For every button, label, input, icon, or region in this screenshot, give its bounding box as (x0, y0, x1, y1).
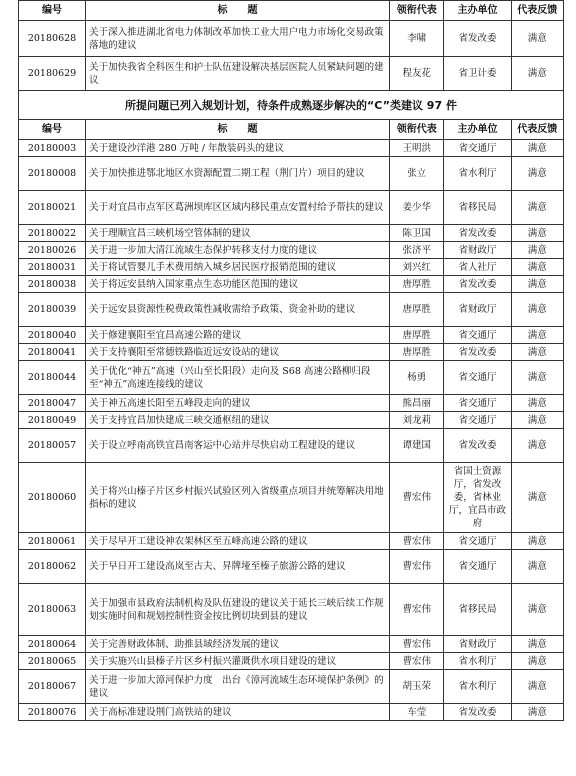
table-row (19, 704, 564, 721)
cell-representative: 熊昌丽 (390, 395, 444, 412)
cell-title: 关于设立呼南高铁宜昌南客运中心站并尽快启动工程建设的建议 (86, 429, 390, 463)
table-row (19, 293, 564, 327)
table-row (19, 412, 564, 429)
cell-representative: 刘龙莉 (390, 412, 444, 429)
cell-title: 关于进一步加大清江流域生态保护转移支付力度的建议 (86, 242, 390, 259)
cell-title: 关于加快我省全科医生和护士队伍建设解决基层医院人员紧缺问题的建议 (86, 57, 390, 91)
cell-title: 关于加快推进鄂北地区水资源配置二期工程（荆门片）项目的建议 (86, 157, 390, 191)
cell-feedback: 满意 (511, 704, 563, 721)
table-row (19, 242, 564, 259)
cell-host-unit: 省移民局 (444, 191, 511, 225)
cell-host-unit: 省交通厅 (444, 550, 511, 584)
cell-title: 关于实施兴山县榛子片区乡村振兴灌溉供水项目建设的建议 (86, 653, 390, 670)
cell-host-unit: 省交通厅 (444, 533, 511, 550)
cell-representative: 唐厚胜 (390, 344, 444, 361)
cell-representative: 车莹 (390, 704, 444, 721)
table-body (19, 1, 564, 721)
cell-title: 关于将试管婴儿手术费用纳入城乡居民医疗报销范围的建议 (86, 259, 390, 276)
cell-number: 20180026 (19, 242, 86, 259)
table-row (19, 140, 564, 157)
table-row (19, 327, 564, 344)
cell-feedback: 满意 (511, 361, 563, 395)
cell-host-unit: 省发改委 (444, 704, 511, 721)
cell-feedback: 满意 (511, 259, 563, 276)
cell-host-unit: 省发改委 (444, 21, 511, 57)
header-row-top (19, 1, 564, 21)
table-row (19, 463, 564, 533)
cell-host-unit: 省财政厅 (444, 242, 511, 259)
cell-host-unit: 省水利厅 (444, 670, 511, 704)
cell-representative: 张立 (390, 157, 444, 191)
cell-host-unit: 省交通厅 (444, 327, 511, 344)
cell-title: 关于加强市县政府法制机构及队伍建设的建议关于延长三峡后续工作规划实施时间和规划控制性资金按比例切块到县的建议 (86, 584, 390, 636)
table-row (19, 191, 564, 225)
header-representative: 领衔代表 (390, 1, 444, 21)
cell-host-unit: 省卫计委 (444, 57, 511, 91)
table-row (19, 361, 564, 395)
table-row (19, 344, 564, 361)
cell-number: 20180049 (19, 412, 86, 429)
cell-number: 20180041 (19, 344, 86, 361)
cell-number: 20180044 (19, 361, 86, 395)
table-row (19, 429, 564, 463)
cell-title: 关于对宜昌市点军区葛洲坝库区区域内移民重点安置村给予帮扶的建议 (86, 191, 390, 225)
table-row (19, 533, 564, 550)
cell-title: 关于理顺宜昌三峡机场空管体制的建议 (86, 225, 390, 242)
cell-number: 20180064 (19, 636, 86, 653)
header-feedback: 代表反馈 (511, 120, 563, 140)
cell-feedback: 满意 (511, 293, 563, 327)
cell-title: 关于将远安县纳入国家重点生态功能区范围的建议 (86, 276, 390, 293)
cell-number: 20180039 (19, 293, 86, 327)
cell-number: 20180038 (19, 276, 86, 293)
cell-representative: 曹宏伟 (390, 584, 444, 636)
cell-representative: 曹宏伟 (390, 463, 444, 533)
cell-feedback: 满意 (511, 57, 563, 91)
cell-title: 关于进一步加大漳河保护力度 出台《漳河流域生态环境保护条例》的建议 (86, 670, 390, 704)
cell-title: 关于将兴山榛子片区乡村振兴试验区列入省级重点项目并统筹解决用地指标的建议 (86, 463, 390, 533)
cell-feedback: 满意 (511, 670, 563, 704)
table-row (19, 550, 564, 584)
cell-feedback: 满意 (511, 157, 563, 191)
cell-feedback: 满意 (511, 584, 563, 636)
cell-representative: 杨勇 (390, 361, 444, 395)
cell-feedback: 满意 (511, 276, 563, 293)
cell-host-unit: 省财政厅 (444, 636, 511, 653)
suggestions-table (18, 0, 564, 721)
cell-host-unit: 省发改委 (444, 344, 511, 361)
table-row (19, 276, 564, 293)
cell-title: 关于优化“神五”高速（兴山至长阳段）走向及 S68 高速公路柳归段至“神五”高速连接线的建议 (86, 361, 390, 395)
cell-number: 20180062 (19, 550, 86, 584)
cell-representative: 胡玉荣 (390, 670, 444, 704)
table-row (19, 225, 564, 242)
cell-title: 关于高标准建设荆门高铁站的建议 (86, 704, 390, 721)
cell-number: 20180629 (19, 57, 86, 91)
cell-host-unit: 省发改委 (444, 429, 511, 463)
header-number: 编号 (19, 1, 86, 21)
table-row (19, 584, 564, 636)
cell-representative: 曹宏伟 (390, 533, 444, 550)
cell-feedback: 满意 (511, 653, 563, 670)
cell-representative: 姜少华 (390, 191, 444, 225)
cell-number: 20180067 (19, 670, 86, 704)
cell-feedback: 满意 (511, 225, 563, 242)
cell-representative: 王明洪 (390, 140, 444, 157)
cell-feedback: 满意 (511, 412, 563, 429)
cell-title: 关于修建襄阳至宜昌高速公路的建议 (86, 327, 390, 344)
cell-feedback: 满意 (511, 636, 563, 653)
cell-representative: 陈卫国 (390, 225, 444, 242)
cell-number: 20180008 (19, 157, 86, 191)
cell-host-unit: 省发改委 (444, 225, 511, 242)
cell-representative: 曹宏伟 (390, 653, 444, 670)
cell-host-unit: 省交通厅 (444, 412, 511, 429)
header-title: 标 题 (86, 120, 390, 140)
cell-host-unit: 省移民局 (444, 584, 511, 636)
cell-representative: 谭建国 (390, 429, 444, 463)
cell-title: 关于远安县资源性税费政策性减收需给予政策、资金补助的建议 (86, 293, 390, 327)
header-host-unit: 主办单位 (444, 120, 511, 140)
cell-host-unit: 省交通厅 (444, 361, 511, 395)
cell-title: 关于尽早开工建设神农架林区至五峰高速公路的建议 (86, 533, 390, 550)
table-row (19, 636, 564, 653)
cell-number: 20180040 (19, 327, 86, 344)
cell-number: 20180003 (19, 140, 86, 157)
cell-representative: 唐厚胜 (390, 293, 444, 327)
cell-representative: 唐厚胜 (390, 327, 444, 344)
table-row (19, 653, 564, 670)
cell-representative: 李啸 (390, 21, 444, 57)
cell-host-unit: 省水利厅 (444, 157, 511, 191)
cell-number: 20180057 (19, 429, 86, 463)
cell-title: 关于早日开工建设高岚至古夫、昇牌垭至榛子旅游公路的建议 (86, 550, 390, 584)
cell-number: 20180063 (19, 584, 86, 636)
table-row (19, 670, 564, 704)
header-representative: 领衔代表 (390, 120, 444, 140)
cell-host-unit: 省交通厅 (444, 140, 511, 157)
cell-host-unit: 省交通厅 (444, 395, 511, 412)
section-title-row (19, 91, 564, 120)
cell-feedback: 满意 (511, 429, 563, 463)
cell-host-unit: 省水利厅 (444, 653, 511, 670)
cell-number: 20180628 (19, 21, 86, 57)
cell-representative: 张济平 (390, 242, 444, 259)
cell-number: 20180060 (19, 463, 86, 533)
cell-host-unit: 省发改委 (444, 276, 511, 293)
cell-title: 关于深入推进湖北省电力体制改革加快工业大用户电力市场化交易政策落地的建议 (86, 21, 390, 57)
header-number: 编号 (19, 120, 86, 140)
header-row (19, 120, 564, 140)
cell-feedback: 满意 (511, 550, 563, 584)
cell-number: 20180047 (19, 395, 86, 412)
cell-feedback: 满意 (511, 191, 563, 225)
table-row (19, 395, 564, 412)
header-feedback: 代表反馈 (511, 1, 563, 21)
table-row (19, 57, 564, 91)
cell-feedback: 满意 (511, 327, 563, 344)
cell-representative: 曹宏伟 (390, 550, 444, 584)
cell-feedback: 满意 (511, 140, 563, 157)
cell-host-unit: 省财政厅 (444, 293, 511, 327)
cell-host-unit: 省人社厅 (444, 259, 511, 276)
table-row (19, 21, 564, 57)
cell-title: 关于完善财政体制、助推县域经济发展的建议 (86, 636, 390, 653)
cell-host-unit: 省国土资源厅，省发改委，省林业厅，宜昌市政府 (444, 463, 511, 533)
cell-representative: 程友花 (390, 57, 444, 91)
cell-title: 关于建设沙洋港 280 万吨 / 年散装码头的建议 (86, 140, 390, 157)
cell-number: 20180022 (19, 225, 86, 242)
header-title: 标 题 (86, 1, 390, 21)
cell-feedback: 满意 (511, 395, 563, 412)
cell-feedback: 满意 (511, 21, 563, 57)
cell-feedback: 满意 (511, 242, 563, 259)
cell-number: 20180076 (19, 704, 86, 721)
cell-number: 20180021 (19, 191, 86, 225)
cell-representative: 曹宏伟 (390, 636, 444, 653)
cell-representative: 刘兴红 (390, 259, 444, 276)
header-host-unit: 主办单位 (444, 1, 511, 21)
cell-feedback: 满意 (511, 533, 563, 550)
table-row (19, 157, 564, 191)
cell-number: 20180031 (19, 259, 86, 276)
section-title: 所提问题已列入规划计划，待条件成熟逐步解决的“C”类建议 97 件 (19, 91, 564, 120)
table-row (19, 259, 564, 276)
cell-feedback: 满意 (511, 344, 563, 361)
cell-title: 关于支持襄阳至常德铁路临近远安设站的建议 (86, 344, 390, 361)
cell-number: 20180065 (19, 653, 86, 670)
cell-feedback: 满意 (511, 463, 563, 533)
cell-title: 关于神五高速长阳至五峰段走向的建议 (86, 395, 390, 412)
cell-representative: 唐厚胜 (390, 276, 444, 293)
cell-number: 20180061 (19, 533, 86, 550)
cell-title: 关于支持宜昌加快建成三峡交通枢纽的建议 (86, 412, 390, 429)
